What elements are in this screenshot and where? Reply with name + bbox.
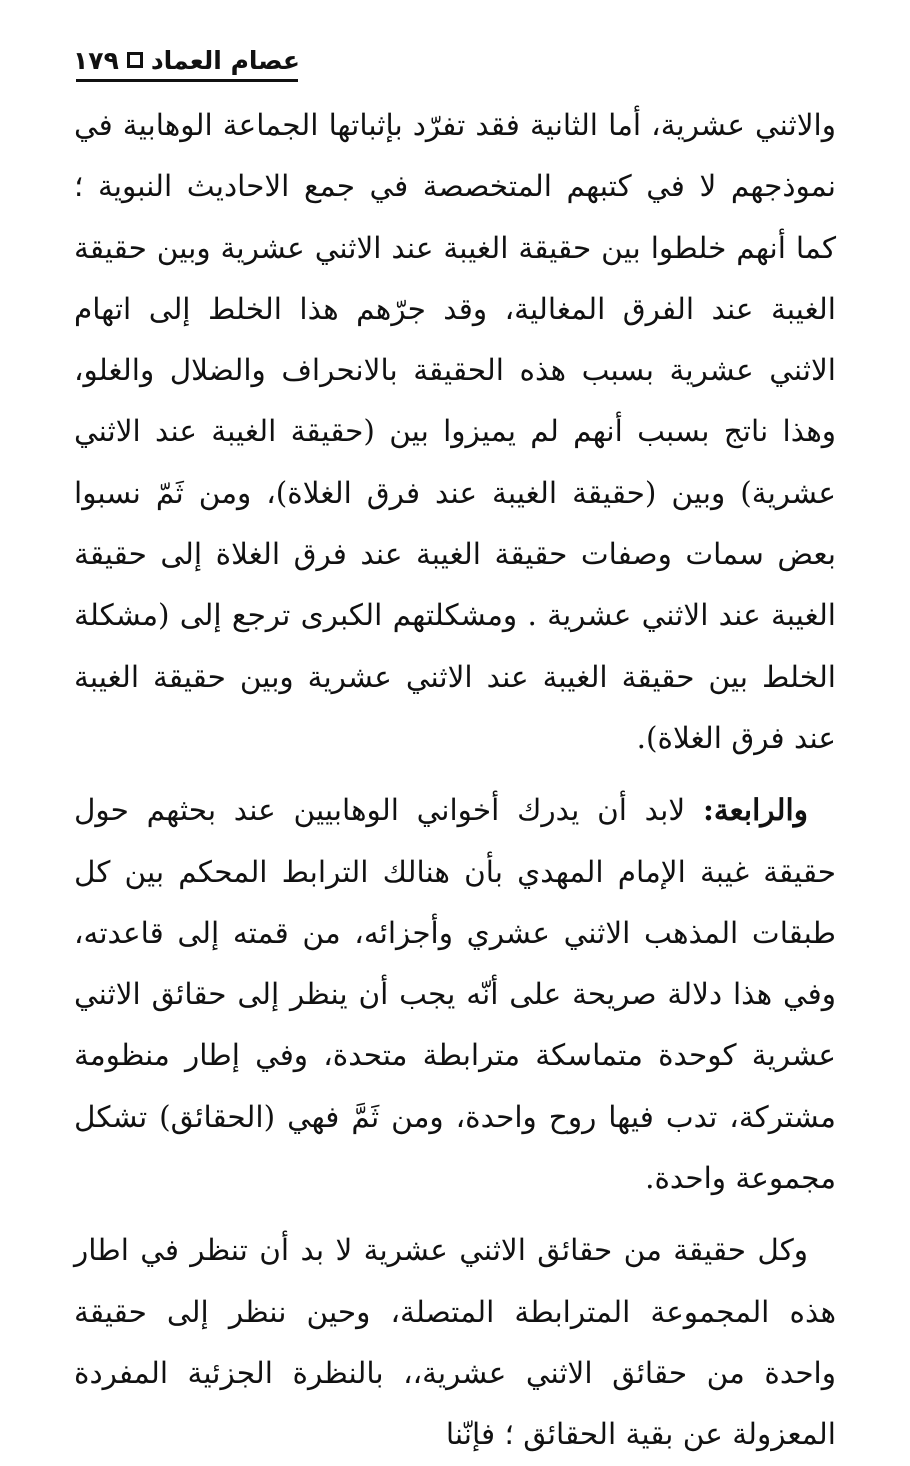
page-number: ١٧٩ — [73, 45, 119, 75]
paragraph-3 — [74, 1219, 836, 1465]
paragraph-lead: والرابعة: — [702, 792, 808, 828]
paragraph-2 — [74, 779, 836, 1209]
header-title: عصام العماد — [150, 45, 300, 75]
page-body — [74, 94, 836, 1466]
square-bullet-icon — [127, 52, 143, 68]
paragraph-1 — [74, 94, 836, 769]
running-header — [70, 40, 300, 80]
paragraph-text: وكل حقيقة من حقائق الاثني عشرية لا بد أن تنظر في اطار هذه المجموعة المترابطة المتصلة، وحين ننظر إلى حقيقة واحدة من حقائق الاثني عشرية،، بالنظرة الجزئية المفردة المعزولة عن بقية الحقائق ؛ فإنّنا — [74, 1233, 836, 1452]
paragraph-text: لابد أن يدرك أخواني الوهابيين عند بحثهم حول حقيقة غيبة الإمام المهدي بأن هنالك الترابط المحكم بين كل طبقات المذهب الاثني عشري وأجزائه، من قمته إلى قاعدته، وفي هذا دلالة صريحة على أنّه يجب أن ينظر إلى حقائق الاثني عشرية كوحدة متماسكة مترابطة متحدة، وفي إطار منظومة مشتركة، تدب فيها روح واحدة، ومن ثَمَّ فهي (الحقائق) تشكل مجموعة واحدة. — [74, 793, 836, 1196]
header-divider — [76, 79, 298, 82]
paragraph-text: والاثني عشرية، أما الثانية فقد تفرّد بإثباتها الجماعة الوهابية في نموذجهم لا في كتبهم المتخصصة في جمع الاحاديث النبوية ؛ كما أنهم خلطوا بين حقيقة الغيبة عند الاثني عشرية وبين حقيقة الغيبة عند الفرق المغالية، وقد جرّهم هذا الخلط إلى اتهام الاثني عشرية بسبب هذه الحقيقة بالانحراف والضلال والغلو، وهذا ناتج بسبب أنهم لم يميزوا بين (حقيقة الغيبة عند الاثني عشرية) وبين (حقيقة الغيبة عند فرق الغلاة)، ومن ثَمّ نسبوا بعض سمات وصفات حقيقة الغيبة عند فرق الغلاة إلى حقيقة الغيبة عند الاثني عشرية . ومشكلتهم الكبرى ترجع إلى (مشكلة الخلط بين حقيقة الغيبة عند الاثني عشرية وبين حقيقة الغيبة عند فرق الغلاة). — [74, 108, 836, 755]
